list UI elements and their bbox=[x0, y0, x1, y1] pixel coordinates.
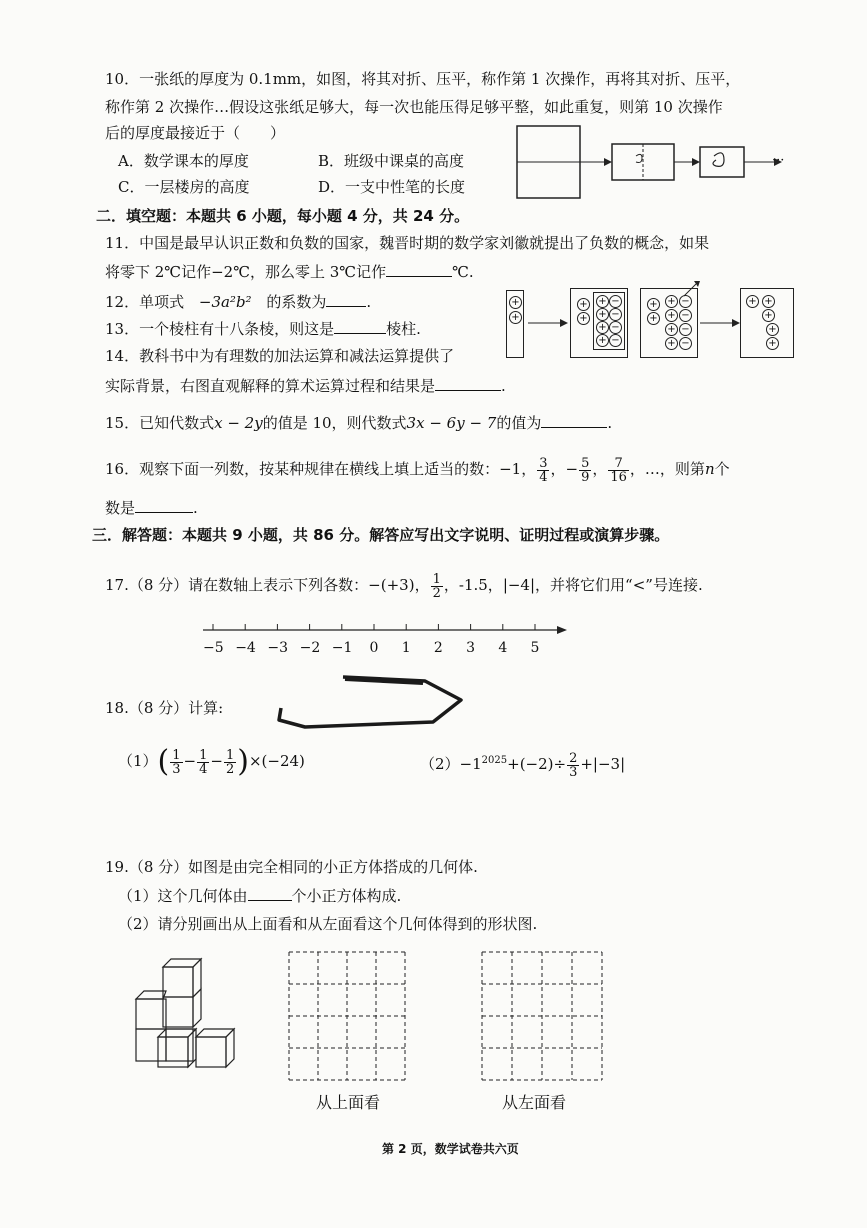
q19-title: 19.（8 分）如图是由完全相同的小正方体搭成的几何体. bbox=[105, 858, 478, 876]
q14-line2 bbox=[105, 376, 506, 395]
q16-answer-blank[interactable] bbox=[135, 498, 193, 513]
tick-label: 3 bbox=[466, 640, 476, 656]
scribble-mark bbox=[275, 670, 470, 735]
left-view-grid[interactable] bbox=[478, 948, 608, 1088]
top-view-label: 从上面看 bbox=[316, 1093, 381, 1112]
chip-plus: + bbox=[746, 295, 759, 308]
q18-part2 bbox=[420, 744, 625, 781]
q10-option-b: B．班级中课桌的高度 bbox=[318, 152, 465, 170]
q18-part2-frac: $\frac{2}{3}$ bbox=[569, 750, 578, 780]
q13-text-b: 棱柱. bbox=[386, 320, 421, 338]
q11-text: 将零下 2℃记作−2℃，那么零上 3℃记作 bbox=[105, 263, 387, 281]
q18-part1-tail: ×(−24) bbox=[248, 752, 305, 770]
chip-plus: + bbox=[762, 295, 775, 308]
q19-part1-text-a: （1）这个几何体由 bbox=[118, 887, 248, 905]
q17-num4: |−4| bbox=[502, 576, 536, 594]
q15-line bbox=[105, 413, 612, 432]
q16-line2 bbox=[105, 498, 198, 517]
q15-text-b: 的值是 10，则代数式 bbox=[262, 414, 407, 432]
q18-frac-a: $\frac{1}{3}$ bbox=[172, 747, 181, 777]
q17-num3: -1.5， bbox=[458, 576, 503, 594]
tick-label: −3 bbox=[267, 640, 289, 656]
q16-fraction-3: $\frac{7}{16}$ bbox=[610, 455, 627, 485]
tick-label: −5 bbox=[203, 640, 224, 656]
q19-answer-blank[interactable] bbox=[248, 886, 292, 901]
q19-part2: （2）请分别画出从上面看和从左面看这个几何体得到的形状图. bbox=[118, 915, 538, 933]
tick-label: −2 bbox=[299, 640, 321, 656]
chip-plus: + bbox=[665, 337, 678, 350]
number-line[interactable] bbox=[195, 620, 575, 640]
q18-frac-b: $\frac{1}{4}$ bbox=[199, 747, 208, 777]
q16-fraction-2: $\frac{5}{9}$ bbox=[581, 455, 590, 485]
q11-line2 bbox=[105, 262, 474, 281]
tick-label: −1 bbox=[331, 640, 353, 656]
q16-n: n bbox=[704, 460, 715, 478]
cube-structure-figure bbox=[130, 955, 240, 1075]
q18-part1-label: （1） bbox=[118, 752, 158, 770]
chip-plus: + bbox=[647, 298, 660, 311]
chip-minus: − bbox=[609, 308, 622, 321]
q19-part1-text-b: 个小正方体构成. bbox=[291, 887, 402, 905]
q17-text-a: 17.（8 分）请在数轴上表示下列各数： bbox=[105, 576, 369, 594]
fold-continue-dots: ··· bbox=[772, 153, 785, 168]
q16-fraction-1: $\frac{3}{4}$ bbox=[539, 455, 548, 485]
q18-part2-label: （2） bbox=[420, 755, 460, 773]
chip-plus: + bbox=[647, 312, 660, 325]
q12-period: . bbox=[366, 293, 372, 311]
q12-text-a: 12．单项式 bbox=[105, 293, 185, 311]
chip-minus: − bbox=[679, 323, 692, 336]
chip-plus: + bbox=[596, 295, 609, 308]
chip-plus: + bbox=[577, 312, 590, 325]
chip-plus: + bbox=[665, 295, 678, 308]
q10-option-c: C．一层楼房的高度 bbox=[118, 178, 250, 196]
chip-minus: − bbox=[609, 334, 622, 347]
chip-minus: − bbox=[609, 321, 622, 334]
q12-answer-blank[interactable] bbox=[326, 292, 366, 307]
tick-label: 1 bbox=[401, 640, 411, 656]
chips-figure bbox=[500, 280, 800, 365]
q10-line3: 后的厚度最接近于（ ） bbox=[105, 124, 286, 142]
q18-part1: （1）( $\frac{1}{3}$ − $\frac{1}{4}$ − $\frac{1}{2}$ )×(−24) bbox=[118, 744, 305, 779]
q10-line2: 称作第 2 次操作…假设这张纸足够大，每一次也能压得足够平整，如此重复，则第 10 次操作 bbox=[105, 98, 723, 116]
q19-part1 bbox=[118, 886, 401, 905]
q14-period: . bbox=[501, 377, 506, 395]
tick-label: 2 bbox=[433, 640, 443, 656]
q15-expr2: 3x − 6y − 7 bbox=[406, 414, 497, 432]
chip-plus: + bbox=[577, 298, 590, 311]
q17-text-b: ，并将它们用“<”号连接. bbox=[535, 576, 703, 594]
q18-part2-base: −1 bbox=[459, 755, 482, 773]
q14-line1: 14．教科书中为有理数的加法运算和减法运算提供了 bbox=[105, 347, 455, 365]
left-view-label: 从左面看 bbox=[502, 1093, 567, 1112]
tick-label: 0 bbox=[369, 640, 379, 656]
q18-part2-mid: +(−2)÷ bbox=[507, 755, 567, 773]
q10-option-d: D．一支中性笔的长度 bbox=[318, 178, 466, 196]
q15-text-c: 的值为 bbox=[496, 414, 542, 432]
chip-plus: + bbox=[596, 321, 609, 334]
tick-label: −4 bbox=[235, 640, 256, 656]
chip-plus: + bbox=[766, 337, 779, 350]
q18-title: 18.（8 分）计算: bbox=[105, 699, 224, 717]
chip-minus: − bbox=[679, 337, 692, 350]
chip-plus: + bbox=[766, 323, 779, 336]
section2-title: 二．填空题：本题共 6 小题，每小题 4 分，共 24 分。 bbox=[96, 207, 470, 225]
q15-period: . bbox=[607, 414, 613, 432]
q16-text-c: 个 bbox=[714, 460, 730, 478]
chip-minus: − bbox=[609, 295, 622, 308]
q18-part2-tail: +|−3| bbox=[580, 755, 626, 773]
q17-num1: −(+3) bbox=[368, 576, 415, 594]
q12-text-b: 的系数为 bbox=[266, 293, 327, 311]
chip-plus: + bbox=[596, 308, 609, 321]
q16-text-d: 数是 bbox=[105, 499, 136, 517]
q10-option-a: A．数学课本的厚度 bbox=[118, 152, 249, 170]
page-footer: 第 2 页，数学试卷共六页 bbox=[382, 1142, 519, 1156]
chip-plus: + bbox=[509, 311, 522, 324]
chip-plus: + bbox=[509, 296, 522, 309]
q17-half: $\frac{1}{2}$ bbox=[432, 571, 441, 601]
q11-answer-blank[interactable] bbox=[386, 262, 452, 277]
top-view-grid[interactable] bbox=[285, 948, 410, 1088]
q17-line: 17.（8 分）请在数轴上表示下列各数：−(+3)， $\frac{1}{2}$ ，-1.5，|−4|，并将它们用“<”号连接. bbox=[105, 571, 703, 601]
q18-frac-c: $\frac{1}{2}$ bbox=[225, 747, 235, 777]
q16-line1: 16．观察下面一列数，按某种规律在横线上填上适当的数：−1， $\frac{3}{4}$ ，− $\frac{5}{9}$ ， $\frac{7}{16}$ ，…，则第n个 bbox=[105, 455, 730, 485]
q14-answer-blank[interactable] bbox=[435, 376, 501, 391]
tick-label: 4 bbox=[498, 640, 508, 656]
arrow-icon bbox=[528, 318, 568, 328]
q16-text-b: ，…，则第 bbox=[629, 460, 705, 478]
q12-monomial: −3a²b² bbox=[198, 293, 252, 311]
section3-title: 三．解答题：本题共 9 小题，共 86 分。解答应写出文字说明、证明过程或演算步骤。 bbox=[92, 526, 670, 544]
q11-line1: 11．中国是最早认识正数和负数的国家，魏晋时期的数学家刘徽就提出了负数的概念，如果 bbox=[105, 234, 710, 252]
q15-text-a: 15．已知代数式 bbox=[105, 414, 215, 432]
q13-answer-blank[interactable] bbox=[334, 319, 386, 334]
arrow-icon bbox=[700, 318, 740, 328]
tick-label: 5 bbox=[530, 640, 540, 656]
chip-minus: − bbox=[679, 295, 692, 308]
q11-unit: ℃. bbox=[452, 263, 474, 281]
chip-minus: − bbox=[679, 309, 692, 322]
q15-expr1: x − 2y bbox=[214, 414, 263, 432]
q10-line1: 10．一张纸的厚度为 0.1mm，如图，将其对折、压平，称作第 1 次操作，再将其对折、压平， bbox=[105, 70, 741, 88]
chip-plus: + bbox=[665, 309, 678, 322]
q16-minus: − bbox=[565, 460, 579, 478]
q12-line bbox=[105, 292, 371, 311]
q13-text-a: 13．一个棱柱有十八条棱，则这是 bbox=[105, 320, 335, 338]
q15-answer-blank[interactable] bbox=[541, 413, 607, 428]
chip-plus: + bbox=[665, 323, 678, 336]
q13-line bbox=[105, 319, 421, 338]
paper-folding-figure bbox=[512, 122, 797, 202]
q16-text-a: 16．观察下面一列数，按某种规律在横线上填上适当的数：−1， bbox=[105, 460, 537, 478]
chip-plus: + bbox=[762, 309, 775, 322]
q16-period: . bbox=[193, 499, 198, 517]
q18-part2-exp: 2025 bbox=[481, 755, 508, 766]
chip-plus: + bbox=[596, 334, 609, 347]
q14-text: 实际背景，右图直观解释的算术运算过程和结果是 bbox=[105, 377, 436, 395]
remove-arrow-icon bbox=[682, 280, 702, 298]
